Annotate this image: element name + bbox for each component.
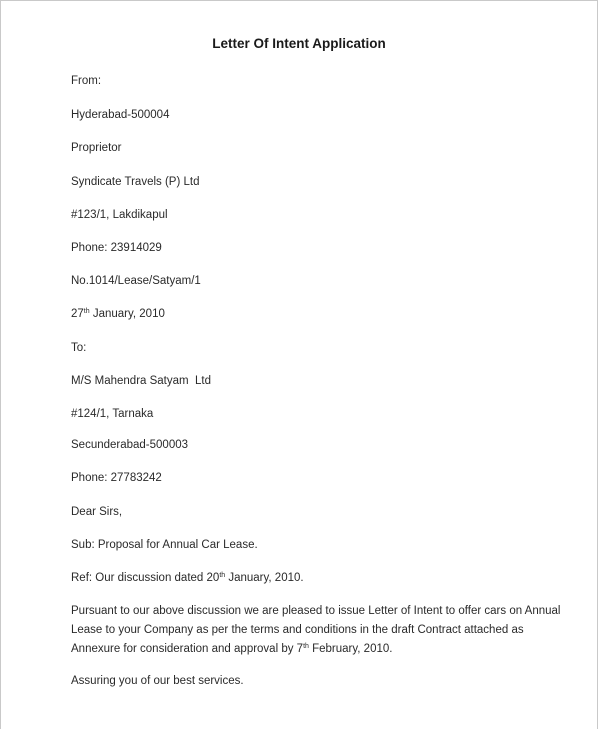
- to-label: To:: [71, 342, 87, 354]
- reference-line: [71, 571, 304, 585]
- recipient-city: Secunderabad-500003: [71, 439, 189, 451]
- closing-line: Assuring you of our best services.: [71, 675, 244, 687]
- date-suffix: th: [83, 308, 90, 315]
- sender-address: #123/1, Lakdikapul: [71, 209, 168, 221]
- recipient-company: M/S Mahendra Satyam Ltd: [71, 375, 211, 387]
- recipient-address: #124/1, Tarnaka: [71, 408, 154, 420]
- sender-role: Proprietor: [71, 142, 122, 154]
- salutation: Dear Sirs,: [71, 506, 123, 518]
- ref-text-start: Ref: Our discussion dated 20: [71, 572, 220, 584]
- sender-company: Syndicate Travels (P) Ltd: [71, 176, 200, 188]
- body-date-suffix: th: [303, 643, 309, 650]
- letter-date: [71, 307, 165, 321]
- subject-line: Sub: Proposal for Annual Car Lease.: [71, 539, 258, 551]
- ref-date-suffix: th: [219, 572, 226, 579]
- recipient-phone: Phone: 27783242: [71, 472, 162, 484]
- body-text-start: Pursuant to our above discussion we are pleased to issue Letter of Intent to offer cars on Annual Lease to your Company as per the terms and conditions in the draft Contract attached as Annexure for consideration and approval by 7: [71, 605, 561, 655]
- body-paragraph: [71, 602, 571, 659]
- letter-title: Letter Of Intent Application: [212, 36, 386, 51]
- sender-phone: Phone: 23914029: [71, 242, 162, 254]
- reference-number: No.1014/Lease/Satyam/1: [71, 275, 201, 287]
- ref-text-end: January, 2010.: [225, 572, 304, 584]
- body-text-end: February, 2010.: [308, 643, 393, 655]
- date-day: 27: [71, 308, 84, 320]
- date-rest: January, 2010: [89, 308, 165, 320]
- from-label: From:: [71, 75, 102, 87]
- sender-city: Hyderabad-500004: [71, 109, 170, 121]
